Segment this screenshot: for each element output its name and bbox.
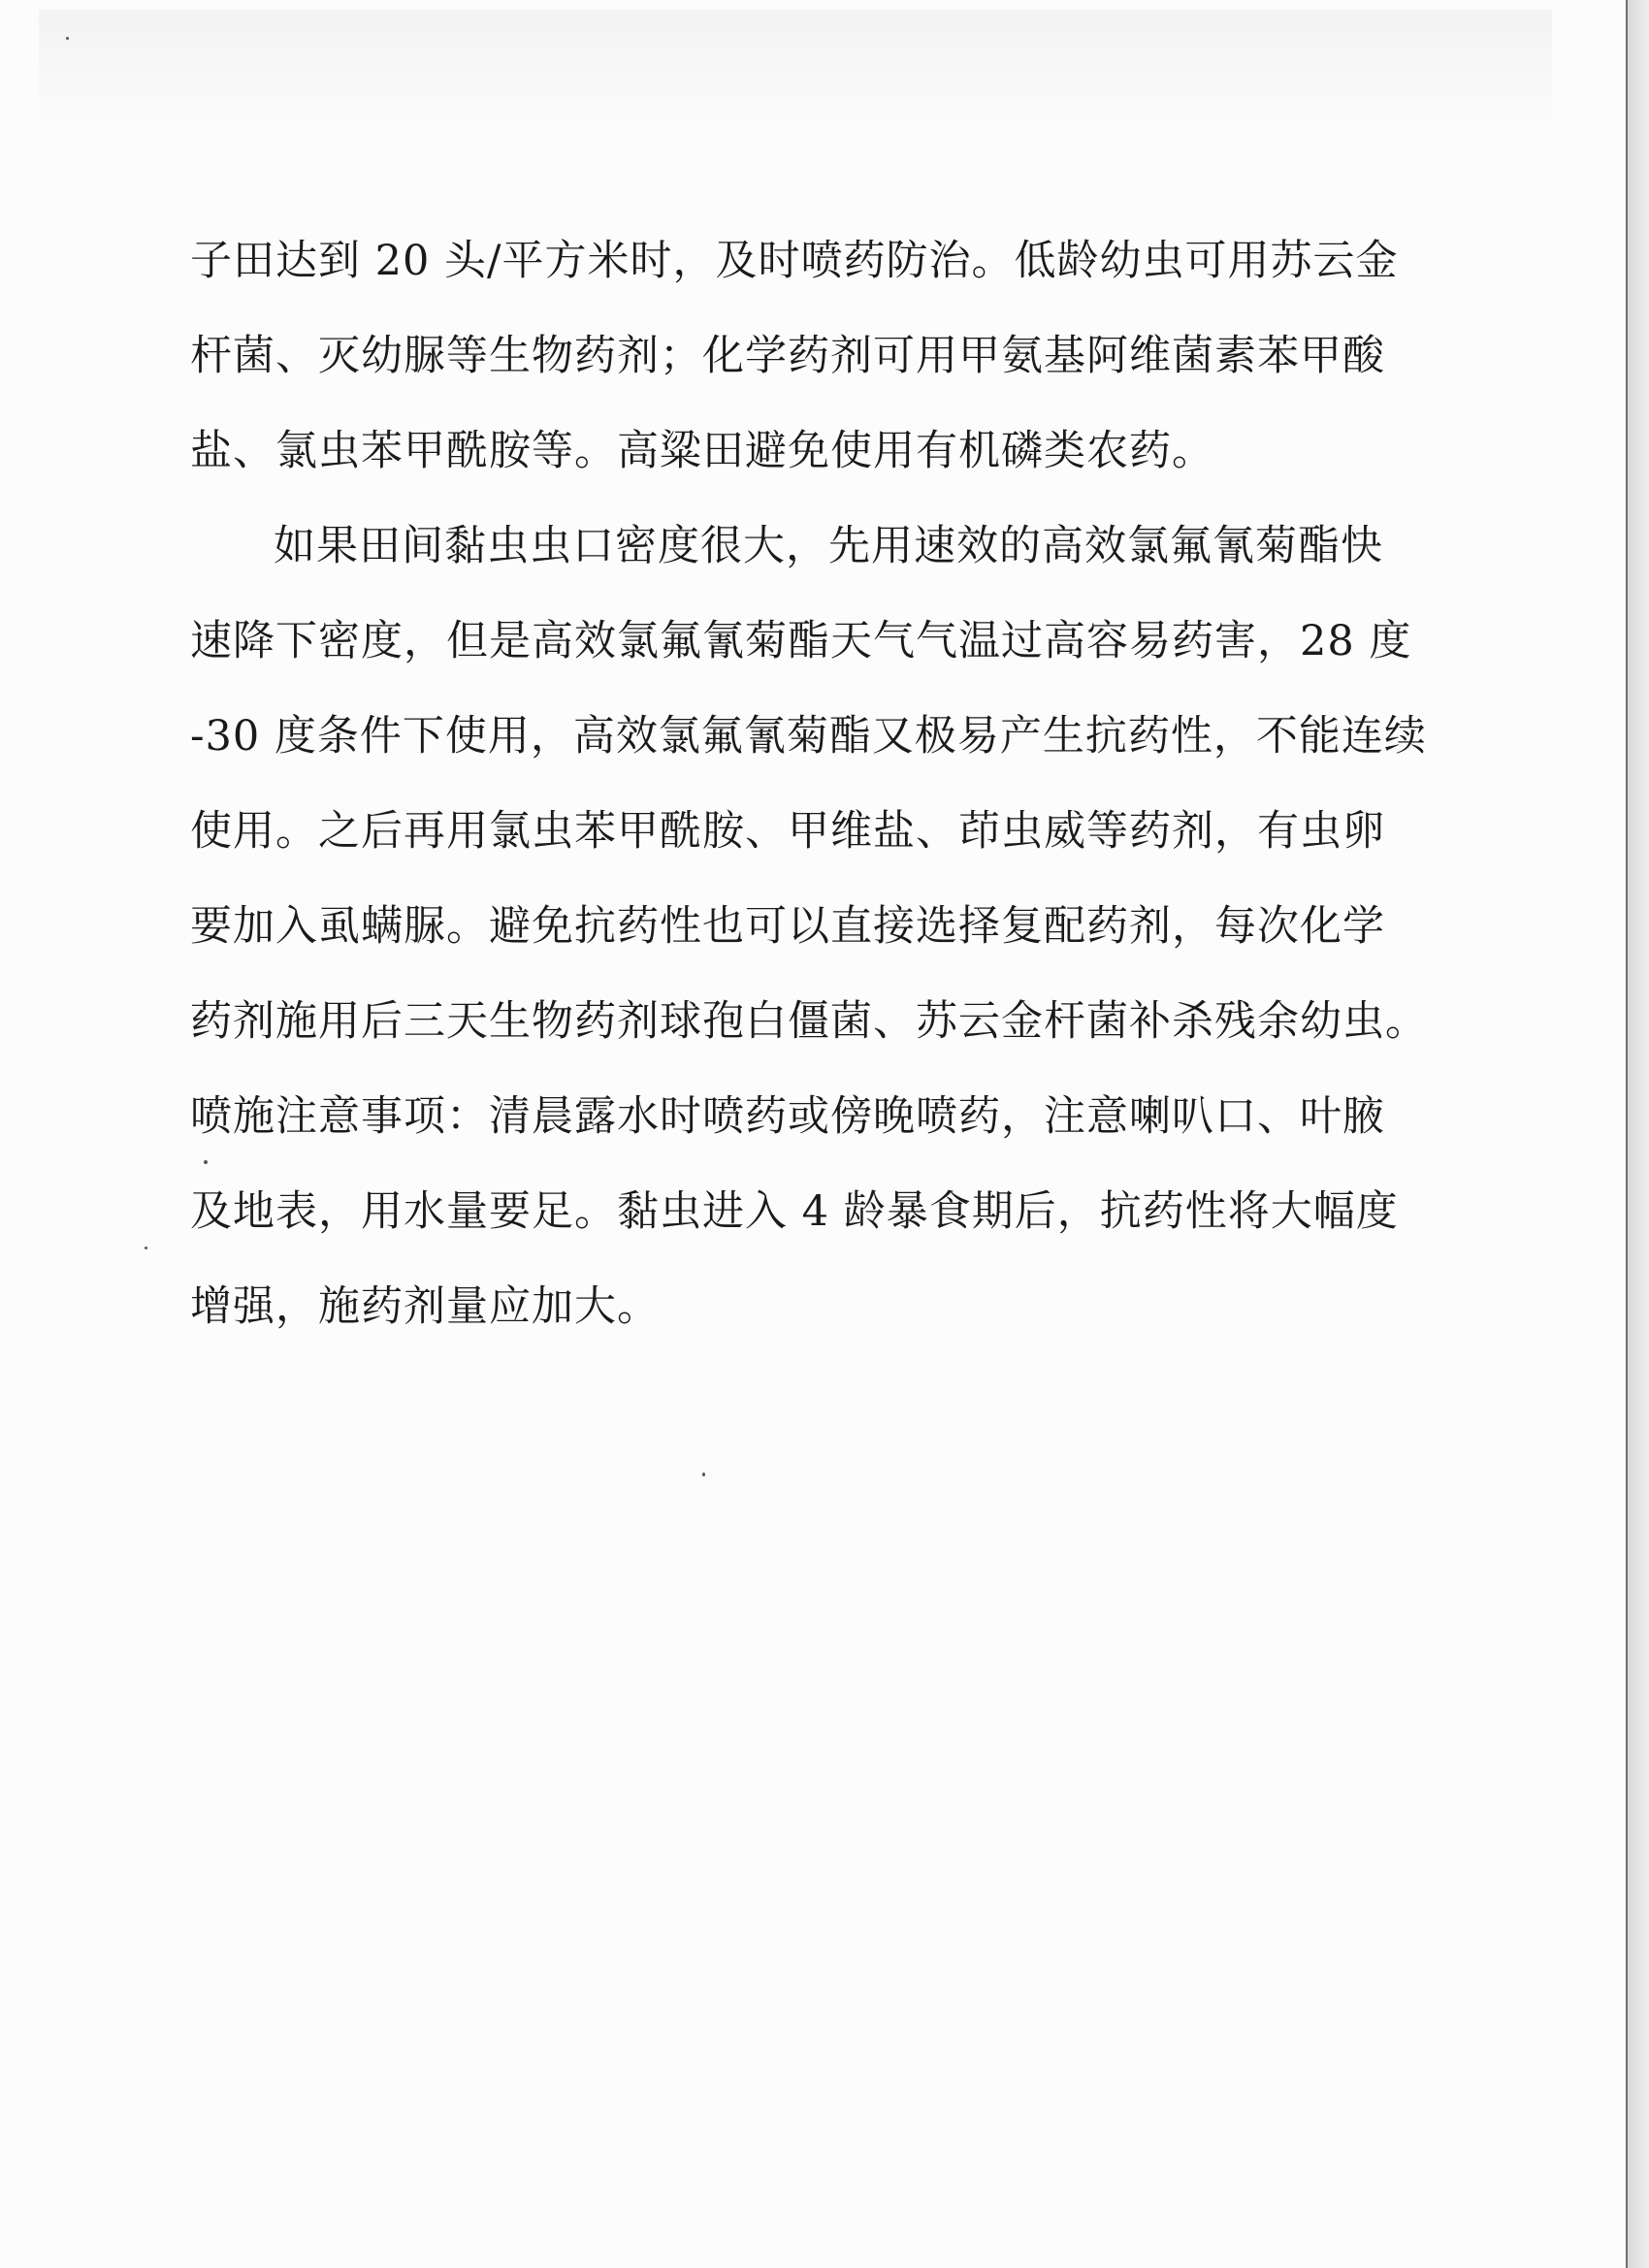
text-line: 速降下密度，但是高效氯氟氰菊酯天气气温过高容易药害，28 度	[190, 617, 1412, 665]
text-line: 及地表，用水量要足。黏虫进入 4 龄暴食期后，抗药性将大幅度	[190, 1187, 1399, 1236]
text-line: 使用。之后再用氯虫苯甲酰胺、甲维盐、茚虫威等药剂，有虫卵	[190, 807, 1385, 856]
document-body-text	[190, 213, 1428, 1354]
scan-speck	[702, 1473, 705, 1476]
scan-edge	[1626, 0, 1628, 2268]
text-line: 增强，施药剂量应加大。	[190, 1282, 660, 1331]
text-line: 子田达到 20 头/平方米时，及时喷药防治。低龄幼虫可用苏云金	[190, 237, 1399, 285]
text-line: 药剂施用后三天生物药剂球孢白僵菌、苏云金杆菌补杀残余幼虫。	[190, 997, 1428, 1046]
text-line: 盐、氯虫苯甲酰胺等。高粱田避免使用有机磷类农药。	[190, 427, 1214, 475]
scan-smudge	[39, 10, 1552, 136]
scan-edge-shadow	[1628, 0, 1649, 2268]
scan-speck	[145, 1247, 147, 1249]
text-line: -30 度条件下使用，高效氯氟氰菊酯又极易产生抗药性，不能连续	[190, 712, 1427, 761]
text-line: 喷施注意事项：清晨露水时喷药或傍晚喷药，注意喇叭口、叶腋	[190, 1092, 1385, 1141]
scan-speck	[66, 37, 69, 40]
paragraph-start-line: 如果田间黏虫虫口密度很大，先用速效的高效氯氟氰菊酯快	[274, 522, 1383, 570]
text-line: 杆菌、灭幼脲等生物药剂；化学药剂可用甲氨基阿维菌素苯甲酸	[190, 332, 1385, 380]
text-line: 要加入虱螨脲。避免抗药性也可以直接选择复配药剂，每次化学	[190, 902, 1385, 951]
